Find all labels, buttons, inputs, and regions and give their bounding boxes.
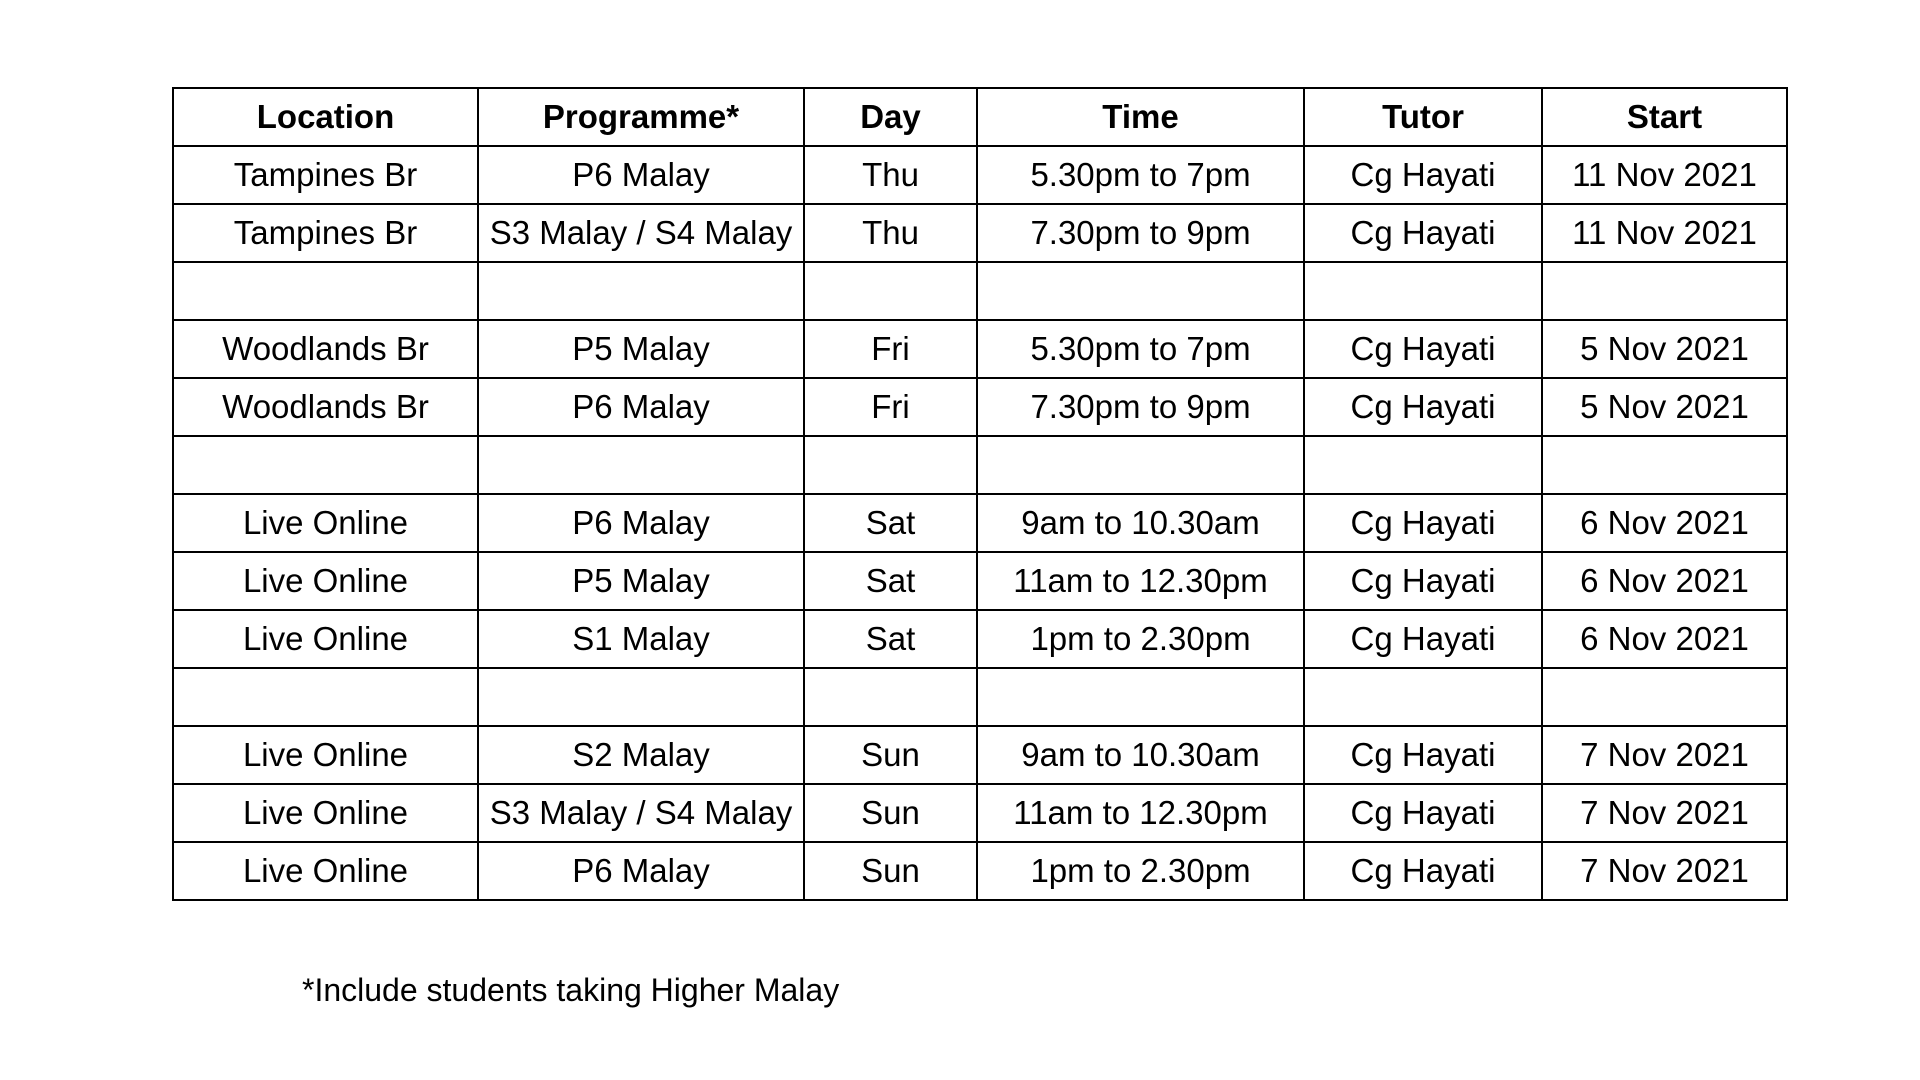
table-row-spacer [173,436,1787,494]
cell-location [173,668,478,726]
cell-start: 7 Nov 2021 [1542,726,1787,784]
cell-tutor: Cg Hayati [1304,320,1542,378]
cell-start [1542,436,1787,494]
cell-time: 5.30pm to 7pm [977,146,1304,204]
cell-tutor [1304,262,1542,320]
cell-start [1542,262,1787,320]
cell-start [1542,668,1787,726]
table-row [173,204,1787,262]
cell-programme: P6 Malay [478,378,804,436]
cell-time: 9am to 10.30am [977,726,1304,784]
cell-start: 6 Nov 2021 [1542,552,1787,610]
cell-programme [478,436,804,494]
cell-location: Live Online [173,552,478,610]
cell-tutor [1304,668,1542,726]
header-location: Location [173,88,478,146]
cell-time: 11am to 12.30pm [977,552,1304,610]
cell-day: Sat [804,494,977,552]
cell-location: Tampines Br [173,204,478,262]
cell-time: 7.30pm to 9pm [977,204,1304,262]
cell-location: Live Online [173,842,478,900]
cell-programme [478,668,804,726]
footnote: *Include students taking Higher Malay [302,972,840,1008]
header-time: Time [977,88,1304,146]
cell-day: Sat [804,552,977,610]
table-row [173,784,1787,842]
schedule-table [172,87,1788,901]
cell-tutor: Cg Hayati [1304,552,1542,610]
cell-start: 11 Nov 2021 [1542,204,1787,262]
cell-day [804,262,977,320]
cell-programme: P6 Malay [478,146,804,204]
cell-day: Thu [804,146,977,204]
cell-programme: S2 Malay [478,726,804,784]
cell-day: Fri [804,320,977,378]
table-row [173,378,1787,436]
cell-programme: S1 Malay [478,610,804,668]
table-row [173,726,1787,784]
cell-start: 11 Nov 2021 [1542,146,1787,204]
cell-time: 9am to 10.30am [977,494,1304,552]
cell-programme: P6 Malay [478,494,804,552]
table-row [173,552,1787,610]
cell-tutor: Cg Hayati [1304,784,1542,842]
cell-location: Live Online [173,610,478,668]
cell-programme: P5 Malay [478,320,804,378]
cell-start: 5 Nov 2021 [1542,378,1787,436]
cell-programme: P6 Malay [478,842,804,900]
cell-tutor: Cg Hayati [1304,494,1542,552]
cell-time [977,262,1304,320]
cell-day: Sun [804,842,977,900]
cell-tutor: Cg Hayati [1304,378,1542,436]
cell-location: Woodlands Br [173,320,478,378]
table-row-spacer [173,668,1787,726]
cell-location: Live Online [173,784,478,842]
cell-time: 7.30pm to 9pm [977,378,1304,436]
cell-time: 1pm to 2.30pm [977,842,1304,900]
cell-location [173,436,478,494]
table-row [173,842,1787,900]
cell-programme [478,262,804,320]
table-row [173,146,1787,204]
cell-start: 5 Nov 2021 [1542,320,1787,378]
header-start: Start [1542,88,1787,146]
header-tutor: Tutor [1304,88,1542,146]
header-programme: Programme* [478,88,804,146]
cell-tutor: Cg Hayati [1304,726,1542,784]
cell-day: Sun [804,726,977,784]
cell-day: Thu [804,204,977,262]
table-row-spacer [173,262,1787,320]
cell-programme: S3 Malay / S4 Malay [478,784,804,842]
cell-time [977,668,1304,726]
header-day: Day [804,88,977,146]
cell-start: 7 Nov 2021 [1542,784,1787,842]
cell-start: 7 Nov 2021 [1542,842,1787,900]
cell-start: 6 Nov 2021 [1542,610,1787,668]
cell-time: 1pm to 2.30pm [977,610,1304,668]
cell-start: 6 Nov 2021 [1542,494,1787,552]
cell-tutor: Cg Hayati [1304,146,1542,204]
cell-tutor: Cg Hayati [1304,842,1542,900]
cell-time [977,436,1304,494]
cell-day [804,668,977,726]
cell-location: Live Online [173,494,478,552]
cell-time: 5.30pm to 7pm [977,320,1304,378]
cell-tutor: Cg Hayati [1304,610,1542,668]
cell-programme: S3 Malay / S4 Malay [478,204,804,262]
cell-day [804,436,977,494]
cell-day: Sun [804,784,977,842]
table-row [173,610,1787,668]
cell-location: Live Online [173,726,478,784]
cell-tutor [1304,436,1542,494]
cell-tutor: Cg Hayati [1304,204,1542,262]
table-row [173,320,1787,378]
cell-day: Fri [804,378,977,436]
table-header-row [173,88,1787,146]
cell-location: Woodlands Br [173,378,478,436]
table-row [173,494,1787,552]
cell-day: Sat [804,610,977,668]
cell-programme: P5 Malay [478,552,804,610]
cell-location [173,262,478,320]
cell-location: Tampines Br [173,146,478,204]
cell-time: 11am to 12.30pm [977,784,1304,842]
